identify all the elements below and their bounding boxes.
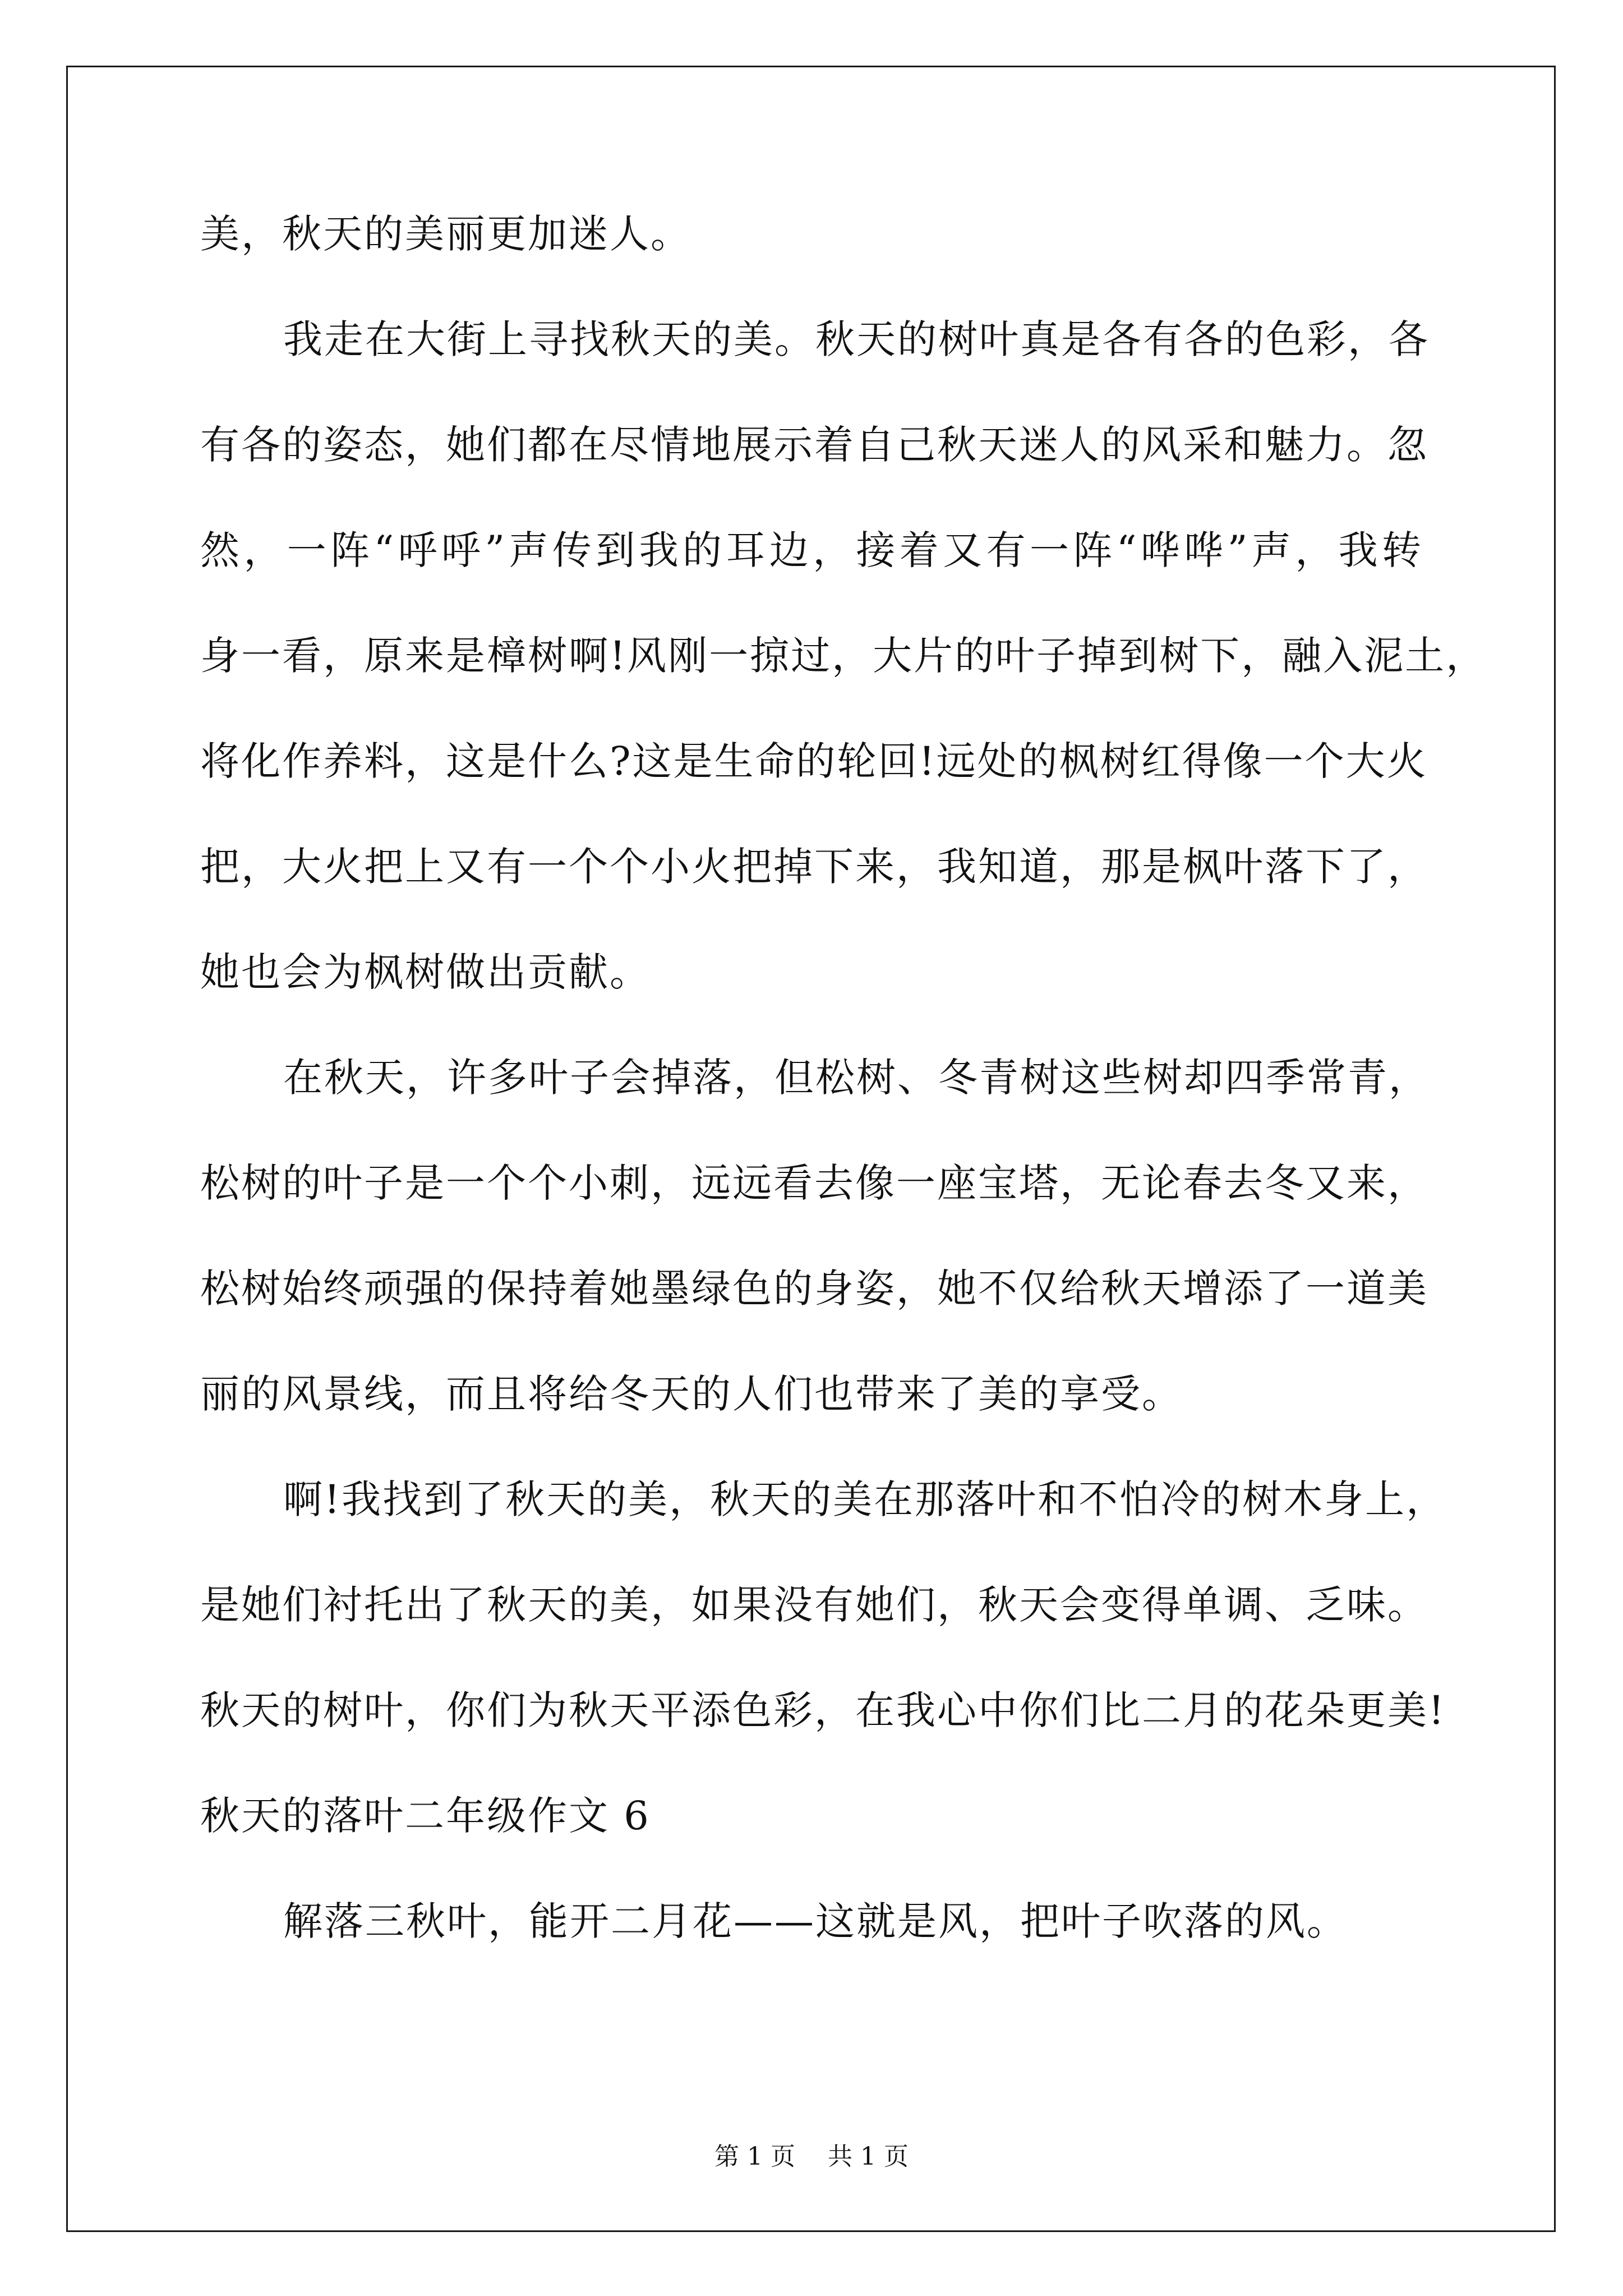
text-line: 美，秋天的美丽更加迷人。 xyxy=(200,211,691,257)
page-number: 第 1 页 xyxy=(714,2142,795,2171)
text-line: 身一看，原来是樟树啊!风刚一掠过，大片的叶子掉到树下，融入泥土， xyxy=(200,633,1487,679)
text-line: 然，一阵“呼呼”声传到我的耳边，接着又有一阵“哗哗”声，我转 xyxy=(200,527,1423,573)
text-line: 把，大火把上又有一个个小火把掉下来，我知道，那是枫叶落下了， xyxy=(200,844,1428,890)
page-footer xyxy=(0,2136,1623,2172)
text-line: 有各的姿态，她们都在尽情地展示着自己秋天迷人的风采和魅力。忽 xyxy=(200,422,1428,468)
text-line: 松树始终顽强的保持着她墨绿色的身姿，她不仅给秋天增添了一道美 xyxy=(200,1266,1428,1312)
text-line: 丽的风景线，而且将给冬天的人们也带来了美的享受。 xyxy=(200,1371,1183,1417)
text-line: 解落三秋叶，能开二月花——这就是风，把叶子吹落的风。 xyxy=(283,1898,1348,1944)
document-body xyxy=(200,211,1487,2007)
section-heading: 秋天的落叶二年级作文 6 xyxy=(200,1793,651,1839)
text-line: 她也会为枫树做出贡献。 xyxy=(200,949,651,995)
text-line: 松树的叶子是一个个小刺，远远看去像一座宝塔，无论春去冬又来， xyxy=(200,1160,1428,1206)
page-total: 共 1 页 xyxy=(828,2142,909,2171)
text-line: 在秋天，许多叶子会掉落，但松树、冬青树这些树却四季常青， xyxy=(283,1055,1430,1101)
text-line: 我走在大街上寻找秋天的美。秋天的树叶真是各有各的色彩，各 xyxy=(283,316,1430,362)
text-line: 是她们衬托出了秋天的美，如果没有她们，秋天会变得单调、乏味。 xyxy=(200,1582,1428,1628)
text-line: 秋天的树叶，你们为秋天平添色彩，在我心中你们比二月的花朵更美! xyxy=(200,1687,1446,1733)
text-line: 将化作养料，这是什么?这是生命的轮回!远处的枫树红得像一个大火 xyxy=(200,738,1428,784)
text-line: 啊!我找到了秋天的美，秋天的美在那落叶和不怕冷的树木身上， xyxy=(283,1476,1447,1522)
